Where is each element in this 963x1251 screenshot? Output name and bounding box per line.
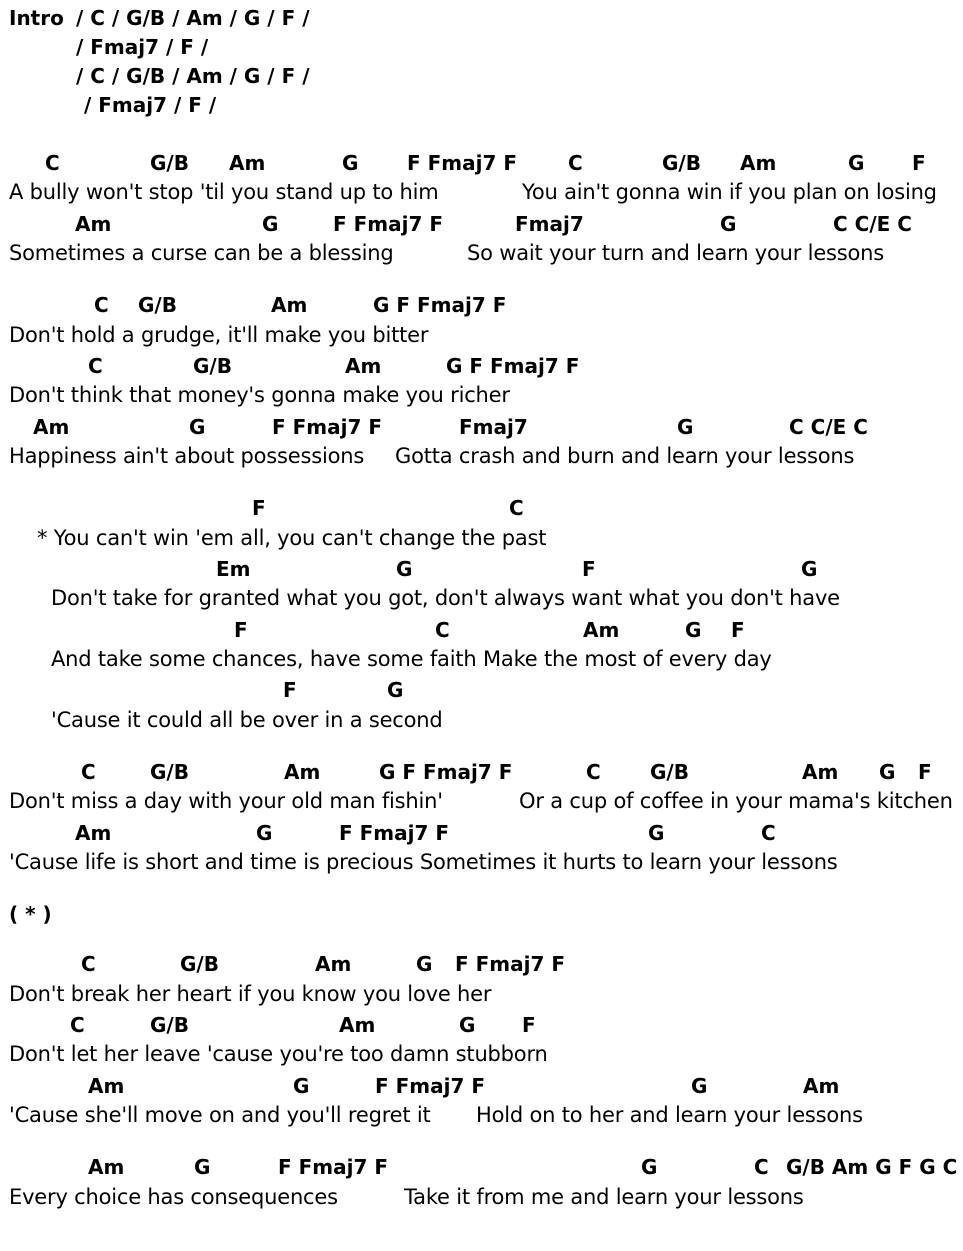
chord: G	[396, 557, 413, 581]
chord: F	[522, 1013, 536, 1037]
chord: Am	[345, 354, 382, 378]
chord: G	[691, 1074, 708, 1098]
chord: Em	[216, 557, 251, 581]
chord: F Fmaj7 F	[455, 952, 566, 976]
chord: C	[81, 760, 96, 784]
lyric-line: Don't take for granted what you got, don't always want what you don't have	[51, 586, 840, 610]
chord: F	[731, 618, 745, 642]
chord: Am	[75, 821, 112, 845]
chord: G	[189, 415, 206, 439]
chord: F Fmaj7 F	[333, 212, 444, 236]
chord: F Fmaj7 F	[278, 1155, 389, 1179]
chord: C	[45, 151, 60, 175]
chord: G	[262, 212, 279, 236]
chord: G	[641, 1155, 658, 1179]
intro-chord-line: / C / G/B / Am / G / F /	[76, 64, 310, 88]
chord: C	[509, 496, 524, 520]
chord: Am	[803, 1074, 840, 1098]
chord: F	[283, 678, 297, 702]
lyric-line: Don't let her leave 'cause you're too damn stubborn	[9, 1042, 548, 1066]
lyric-line: 'Cause it could all be over in a second	[51, 708, 443, 732]
chord: Am	[33, 415, 70, 439]
chord: G/B	[193, 354, 232, 378]
chord: F Fmaj7 F	[339, 821, 450, 845]
chord: G	[194, 1155, 211, 1179]
chord: Am	[271, 293, 308, 317]
chord: C	[70, 1013, 85, 1037]
chord: F Fmaj7 F	[272, 415, 383, 439]
lyric-line: So wait your turn and learn your lessons	[467, 241, 885, 265]
lyric-line: You ain't gonna win if you plan on losing	[522, 180, 937, 204]
chord: C	[761, 821, 776, 845]
chord: G/B	[180, 952, 219, 976]
lyric-line: * You can't win 'em all, you can't change the past	[37, 526, 547, 550]
chord: F	[918, 760, 932, 784]
lyric-line: Don't think that money's gonna make you richer	[9, 383, 510, 407]
chord: G	[387, 678, 404, 702]
chord: Fmaj7	[459, 415, 528, 439]
lyric-line: Every choice has consequences	[9, 1185, 338, 1209]
chord: C	[88, 354, 103, 378]
chorus-repeat-marker: ( * )	[9, 902, 52, 926]
chord: G	[293, 1074, 310, 1098]
chord: F Fmaj7 F	[375, 1074, 486, 1098]
lyric-line: Or a cup of coffee in your mama's kitchen	[519, 789, 953, 813]
chord: Am	[740, 151, 777, 175]
lyric-line: A bully won't stop 'til you stand up to him	[9, 180, 439, 204]
chord: G	[677, 415, 694, 439]
chord: G	[459, 1013, 476, 1037]
chord: C	[568, 151, 583, 175]
chord: C	[94, 293, 109, 317]
chord: G/B	[150, 1013, 189, 1037]
chord: G	[416, 952, 433, 976]
lyric-line: Happiness ain't about possessions	[9, 444, 365, 468]
lyric-line: 'Cause she'll move on and you'll regret it	[9, 1103, 431, 1127]
lyric-line: Gotta crash and burn and learn your lessons	[395, 444, 855, 468]
chord: G/B	[650, 760, 689, 784]
chord: C C/E C	[789, 415, 868, 439]
chord: G F Fmaj7 F	[373, 293, 507, 317]
chord: C	[586, 760, 601, 784]
intro-chord-line: / Fmaj7 / F /	[84, 93, 217, 117]
lyric-line: Don't break her heart if you know you love her	[9, 982, 492, 1006]
chord: G	[256, 821, 273, 845]
chord: C	[754, 1155, 769, 1179]
chord: C	[435, 618, 450, 642]
chord: Am	[315, 952, 352, 976]
chord: G F Fmaj7 F	[379, 760, 513, 784]
chord: Am	[88, 1074, 125, 1098]
intro-label: Intro	[9, 6, 64, 30]
chord: G	[648, 821, 665, 845]
chord: Am	[284, 760, 321, 784]
lyric-line: And take some chances, have some faith Make the most of every day	[51, 647, 772, 671]
chord: G	[685, 618, 702, 642]
chord: F	[912, 151, 926, 175]
chord: G/B Am G F G C	[786, 1155, 958, 1179]
chord: Am	[802, 760, 839, 784]
chord: G	[720, 212, 737, 236]
chord: G	[879, 760, 896, 784]
chord: F Fmaj7 F	[407, 151, 518, 175]
lyric-line: Take it from me and learn your lessons	[404, 1185, 804, 1209]
chord: G/B	[150, 151, 189, 175]
chord: G/B	[662, 151, 701, 175]
lyric-line: Sometimes a curse can be a blessing	[9, 241, 394, 265]
chord: G/B	[150, 760, 189, 784]
chord: G	[342, 151, 359, 175]
chord: Am	[88, 1155, 125, 1179]
chord: Am	[339, 1013, 376, 1037]
chord: G	[848, 151, 865, 175]
chord: G/B	[138, 293, 177, 317]
chord: C C/E C	[833, 212, 912, 236]
chord: F	[582, 557, 596, 581]
chord: Am	[229, 151, 266, 175]
lyric-line: 'Cause life is short and time is precious Sometimes it hurts to learn your lessons	[9, 850, 838, 874]
chord: Am	[75, 212, 112, 236]
chord: G	[801, 557, 818, 581]
chord: F	[252, 496, 266, 520]
chord: Fmaj7	[515, 212, 584, 236]
lyric-line: Hold on to her and learn your lessons	[476, 1103, 863, 1127]
chord: G F Fmaj7 F	[446, 354, 580, 378]
chord: F	[234, 618, 248, 642]
intro-chord-line: / Fmaj7 / F /	[76, 35, 209, 59]
chord: C	[81, 952, 96, 976]
lyric-line: Don't miss a day with your old man fishin'	[9, 789, 443, 813]
lyric-line: Don't hold a grudge, it'll make you bitter	[9, 323, 429, 347]
chord: Am	[583, 618, 620, 642]
intro-chord-line: / C / G/B / Am / G / F /	[76, 6, 310, 30]
